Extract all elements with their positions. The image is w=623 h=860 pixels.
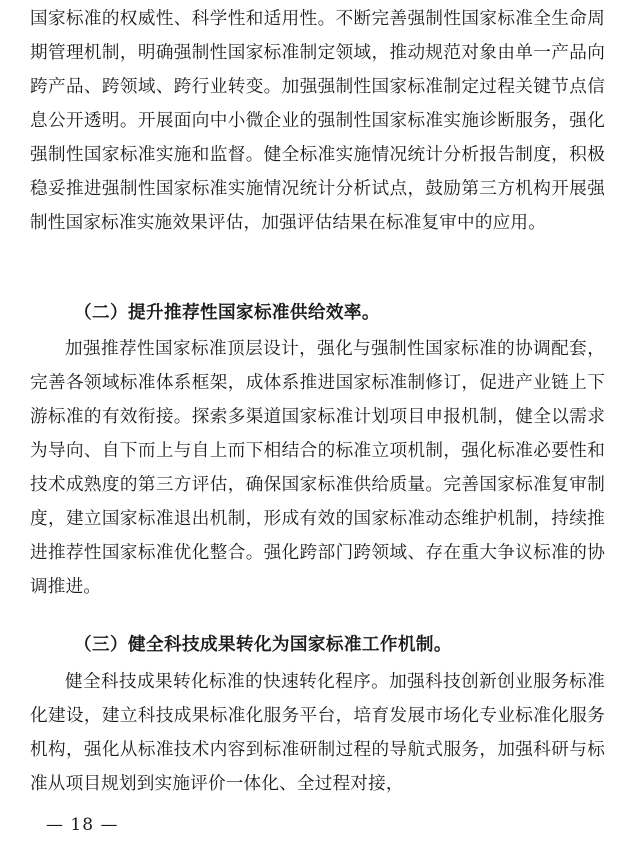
paragraph-mandatory-standards: 国家标准的权威性、科学性和适用性。不断完善强制性国家标准全生命周期管理机制，明确强制性国家标准制定领域，推动规范对象由单一产品向跨产品、跨领域、跨行业转变。加强强制性国家标准制定过程关键节点信息公开透明。开展面向中小微企业的强制性国家标准实施诊断服务，强化强制性国家标准实施和监督。健全标准实施情况统计分析报告制度，积极稳妥推进强制性国家标准实施情况统计分析试点，鼓励第三方机构开展强制性国家标准实施效果评估，加强评估结果在标准复审中的应用。 [30,9,605,233]
page-number: — 18 — [46,815,119,835]
paragraph-tech-achievement-conversion: 健全科技成果转化标准的快速转化程序。加强科技创新创业服务标准化建设，建立科技成果标准化服务平台，培育发展市场化专业标准化服务机构，强化从标准技术内容到标准研制过程的导航式服务，加强科研与标准从项目规划到实施评价一体化、全过程对接， [30,672,605,794]
paragraph-recommended-standards: 加强推荐性国家标准顶层设计，强化与强制性国家标准的协调配套，完善各领域标准体系框架，成体系推进国家标准制修订，促进产业链上下游标准的有效衔接。探索多渠道国家标准计划项目申报机制，健全以需求为导向、自下而上与自上而下相结合的标准立项机制，强化标准必要性和技术成熟度的第三方评估，确保国家标准供给质量。完善国家标准复审制度，建立国家标准退出机制，形成有效的国家标准动态维护机制，持续推进推荐性国家标准优化整合。强化跨部门跨领域、存在重大争议标准的协调推进。 [30,339,605,597]
section-heading-recommended-standards: （二）提升推荐性国家标准供给效率。 [74,303,380,323]
section-heading-tech-achievement-conversion: （三）健全科技成果转化为国家标准工作机制。 [74,635,452,655]
